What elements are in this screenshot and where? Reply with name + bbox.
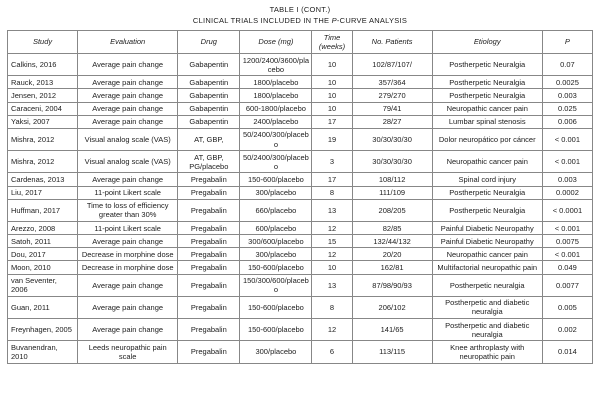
cell-p: < 0.0001 bbox=[542, 199, 592, 221]
cell-etiology: Postherpetic Neuralgia bbox=[432, 186, 542, 199]
table-row bbox=[8, 54, 593, 76]
cell-evaluation: Average pain change bbox=[78, 319, 178, 341]
cell-p: 0.0077 bbox=[542, 274, 592, 296]
cell-drug: Pregabalin bbox=[178, 296, 240, 318]
cell-dose: 300/600/placebo bbox=[240, 235, 312, 248]
cell-time: 12 bbox=[312, 248, 352, 261]
cell-p: < 0.001 bbox=[542, 151, 592, 173]
cell-evaluation: 11-point Likert scale bbox=[78, 186, 178, 199]
header-patients: No. Patients bbox=[352, 30, 432, 53]
header-evaluation: Evaluation bbox=[78, 30, 178, 53]
cell-study: Freynhagen, 2005 bbox=[8, 319, 78, 341]
cell-patients: 132/44/132 bbox=[352, 235, 432, 248]
cell-etiology: Postherpetic Neuralgia bbox=[432, 89, 542, 102]
cell-drug: Pregabalin bbox=[178, 248, 240, 261]
cell-dose: 1800/placebo bbox=[240, 76, 312, 89]
cell-drug: Pregabalin bbox=[178, 199, 240, 221]
table-row bbox=[8, 102, 593, 115]
cell-dose: 150/300/600/placebo bbox=[240, 274, 312, 296]
cell-evaluation: Visual analog scale (VAS) bbox=[78, 128, 178, 150]
cell-study: Dou, 2017 bbox=[8, 248, 78, 261]
cell-p: < 0.001 bbox=[542, 248, 592, 261]
table-row bbox=[8, 89, 593, 102]
cell-time: 6 bbox=[312, 341, 352, 363]
cell-drug: Gabapentin bbox=[178, 54, 240, 76]
cell-study: van Seventer, 2006 bbox=[8, 274, 78, 296]
cell-time: 10 bbox=[312, 102, 352, 115]
cell-p: 0.0002 bbox=[542, 186, 592, 199]
table-header-row bbox=[8, 30, 593, 53]
header-time: Time (weeks) bbox=[312, 30, 352, 53]
cell-evaluation: Average pain change bbox=[78, 54, 178, 76]
cell-patients: 30/30/30/30 bbox=[352, 151, 432, 173]
cell-patients: 162/81 bbox=[352, 261, 432, 274]
cell-study: Mishra, 2012 bbox=[8, 151, 78, 173]
cell-dose: 300/placebo bbox=[240, 341, 312, 363]
table-row bbox=[8, 199, 593, 221]
cell-study: Moon, 2010 bbox=[8, 261, 78, 274]
table-caption bbox=[6, 16, 594, 27]
cell-time: 8 bbox=[312, 186, 352, 199]
cell-etiology: Spinal cord injury bbox=[432, 173, 542, 186]
table-row bbox=[8, 186, 593, 199]
cell-evaluation: Decrease in morphine dose bbox=[78, 261, 178, 274]
cell-patients: 279/270 bbox=[352, 89, 432, 102]
cell-study: Calkins, 2016 bbox=[8, 54, 78, 76]
cell-study: Satoh, 2011 bbox=[8, 235, 78, 248]
table-row bbox=[8, 341, 593, 363]
cell-etiology: Painful Diabetic Neuropathy bbox=[432, 222, 542, 235]
cell-etiology: Postherpetic Neuralgia bbox=[432, 76, 542, 89]
cell-patients: 208/205 bbox=[352, 199, 432, 221]
cell-study: Yaksi, 2007 bbox=[8, 115, 78, 128]
header-drug: Drug bbox=[178, 30, 240, 53]
cell-patients: 30/30/30/30 bbox=[352, 128, 432, 150]
table-row bbox=[8, 274, 593, 296]
table-row bbox=[8, 296, 593, 318]
cell-p: 0.0025 bbox=[542, 76, 592, 89]
cell-evaluation: Leeds neuropathic pain scale bbox=[78, 341, 178, 363]
cell-p: 0.005 bbox=[542, 296, 592, 318]
cell-patients: 141/65 bbox=[352, 319, 432, 341]
cell-p: 0.006 bbox=[542, 115, 592, 128]
cell-dose: 150-600/placebo bbox=[240, 173, 312, 186]
cell-etiology: Multifactorial neuropathic pain bbox=[432, 261, 542, 274]
cell-drug: Pregabalin bbox=[178, 319, 240, 341]
cell-dose: 50/2400/300/placebo bbox=[240, 151, 312, 173]
cell-etiology: Lumbar spinal stenosis bbox=[432, 115, 542, 128]
cell-dose: 660/placebo bbox=[240, 199, 312, 221]
table-row bbox=[8, 319, 593, 341]
cell-p: 0.003 bbox=[542, 173, 592, 186]
cell-evaluation: Average pain change bbox=[78, 115, 178, 128]
cell-evaluation: Average pain change bbox=[78, 173, 178, 186]
table-body bbox=[8, 54, 593, 364]
cell-evaluation: Average pain change bbox=[78, 102, 178, 115]
cell-time: 8 bbox=[312, 296, 352, 318]
cell-drug: Gabapentin bbox=[178, 115, 240, 128]
cell-patients: 206/102 bbox=[352, 296, 432, 318]
cell-drug: Pregabalin bbox=[178, 274, 240, 296]
cell-evaluation: Average pain change bbox=[78, 274, 178, 296]
cell-dose: 300/placebo bbox=[240, 186, 312, 199]
cell-evaluation: Decrease in morphine dose bbox=[78, 248, 178, 261]
cell-drug: Pregabalin bbox=[178, 186, 240, 199]
cell-dose: 1800/placebo bbox=[240, 89, 312, 102]
cell-p: 0.025 bbox=[542, 102, 592, 115]
cell-drug: Gabapentin bbox=[178, 76, 240, 89]
cell-dose: 600/placebo bbox=[240, 222, 312, 235]
cell-patients: 113/115 bbox=[352, 341, 432, 363]
table-row bbox=[8, 248, 593, 261]
cell-time: 12 bbox=[312, 319, 352, 341]
cell-study: Mishra, 2012 bbox=[8, 128, 78, 150]
cell-study: Arezzo, 2008 bbox=[8, 222, 78, 235]
cell-time: 10 bbox=[312, 54, 352, 76]
cell-etiology: Postherpetic and diabetic neuralgia bbox=[432, 319, 542, 341]
cell-time: 13 bbox=[312, 274, 352, 296]
cell-time: 12 bbox=[312, 222, 352, 235]
table-caption-prefix: CLINICAL TRIALS INCLUDED IN THE bbox=[192, 15, 332, 25]
cell-study: Rauck, 2013 bbox=[8, 76, 78, 89]
cell-drug: Pregabalin bbox=[178, 222, 240, 235]
cell-patients: 28/27 bbox=[352, 115, 432, 128]
cell-drug: Gabapentin bbox=[178, 89, 240, 102]
cell-drug: AT, GBP, PG/placebo bbox=[178, 151, 240, 173]
cell-time: 17 bbox=[312, 115, 352, 128]
cell-evaluation: Average pain change bbox=[78, 235, 178, 248]
cell-time: 10 bbox=[312, 76, 352, 89]
table-row bbox=[8, 76, 593, 89]
header-etiology: Etiology bbox=[432, 30, 542, 53]
cell-etiology: Postherpetic neuralgia bbox=[432, 274, 542, 296]
table-title bbox=[6, 5, 594, 27]
cell-p: 0.003 bbox=[542, 89, 592, 102]
cell-drug: Pregabalin bbox=[178, 173, 240, 186]
cell-dose: 150-600/placebo bbox=[240, 296, 312, 318]
cell-time: 10 bbox=[312, 89, 352, 102]
cell-p: 0.0075 bbox=[542, 235, 592, 248]
cell-time: 10 bbox=[312, 261, 352, 274]
cell-p: 0.014 bbox=[542, 341, 592, 363]
cell-p: 0.07 bbox=[542, 54, 592, 76]
cell-etiology: Dolor neuropático por cáncer bbox=[432, 128, 542, 150]
table-row bbox=[8, 222, 593, 235]
cell-time: 13 bbox=[312, 199, 352, 221]
cell-drug: Pregabalin bbox=[178, 261, 240, 274]
cell-etiology: Postherpetic Neuralgia bbox=[432, 199, 542, 221]
cell-study: Caraceni, 2004 bbox=[8, 102, 78, 115]
cell-p: 0.049 bbox=[542, 261, 592, 274]
cell-patients: 87/98/90/93 bbox=[352, 274, 432, 296]
cell-time: 19 bbox=[312, 128, 352, 150]
cell-etiology: Neuropathic cancer pain bbox=[432, 102, 542, 115]
table-row bbox=[8, 115, 593, 128]
table-row bbox=[8, 173, 593, 186]
cell-patients: 102/87/107/ bbox=[352, 54, 432, 76]
cell-drug: Pregabalin bbox=[178, 235, 240, 248]
cell-study: Jensen, 2012 bbox=[8, 89, 78, 102]
cell-time: 3 bbox=[312, 151, 352, 173]
header-p: P bbox=[542, 30, 592, 53]
cell-drug: AT, GBP, bbox=[178, 128, 240, 150]
table-row bbox=[8, 151, 593, 173]
cell-etiology: Knee arthroplasty with neuropathic pain bbox=[432, 341, 542, 363]
cell-time: 15 bbox=[312, 235, 352, 248]
cell-patients: 111/109 bbox=[352, 186, 432, 199]
cell-patients: 82/85 bbox=[352, 222, 432, 235]
cell-p: < 0.001 bbox=[542, 128, 592, 150]
cell-evaluation: Average pain change bbox=[78, 296, 178, 318]
cell-evaluation: Average pain change bbox=[78, 76, 178, 89]
cell-etiology: Postherpetic Neuralgia bbox=[432, 54, 542, 76]
table-row bbox=[8, 261, 593, 274]
cell-dose: 150-600/placebo bbox=[240, 319, 312, 341]
cell-evaluation: Average pain change bbox=[78, 89, 178, 102]
table-row bbox=[8, 128, 593, 150]
cell-etiology: Painful Diabetic Neuropathy bbox=[432, 235, 542, 248]
cell-evaluation: 11-point Likert scale bbox=[78, 222, 178, 235]
table-row bbox=[8, 235, 593, 248]
cell-study: Guan, 2011 bbox=[8, 296, 78, 318]
table-caption-p: P bbox=[331, 15, 337, 25]
cell-etiology: Postherpetic and diabetic neuralgia bbox=[432, 296, 542, 318]
cell-dose: 600-1800/placebo bbox=[240, 102, 312, 115]
header-dose: Dose (mg) bbox=[240, 30, 312, 53]
cell-evaluation: Time to loss of efficiency greater than 30% bbox=[78, 199, 178, 221]
cell-etiology: Neuropathic cancer pain bbox=[432, 248, 542, 261]
cell-study: Huffman, 2017 bbox=[8, 199, 78, 221]
cell-drug: Gabapentin bbox=[178, 102, 240, 115]
cell-drug: Pregabalin bbox=[178, 341, 240, 363]
cell-study: Buvanendran, 2010 bbox=[8, 341, 78, 363]
cell-study: Liu, 2017 bbox=[8, 186, 78, 199]
cell-time: 17 bbox=[312, 173, 352, 186]
cell-patients: 79/41 bbox=[352, 102, 432, 115]
cell-evaluation: Visual analog scale (VAS) bbox=[78, 151, 178, 173]
header-study: Study bbox=[8, 30, 78, 53]
cell-dose: 150-600/placebo bbox=[240, 261, 312, 274]
cell-patients: 357/364 bbox=[352, 76, 432, 89]
cell-patients: 108/112 bbox=[352, 173, 432, 186]
table-number-caption: TABLE I (CONT.) bbox=[269, 5, 331, 14]
cell-p: < 0.001 bbox=[542, 222, 592, 235]
cell-p: 0.002 bbox=[542, 319, 592, 341]
cell-dose: 2400/placebo bbox=[240, 115, 312, 128]
table-caption-suffix: -CURVE ANALYSIS bbox=[336, 15, 408, 25]
cell-study: Cardenas, 2013 bbox=[8, 173, 78, 186]
clinical-trials-table bbox=[7, 30, 593, 364]
cell-etiology: Neuropathic cancer pain bbox=[432, 151, 542, 173]
cell-dose: 300/placebo bbox=[240, 248, 312, 261]
cell-patients: 20/20 bbox=[352, 248, 432, 261]
cell-dose: 50/2400/300/placebo bbox=[240, 128, 312, 150]
cell-dose: 1200/2400/3600/placebo bbox=[240, 54, 312, 76]
